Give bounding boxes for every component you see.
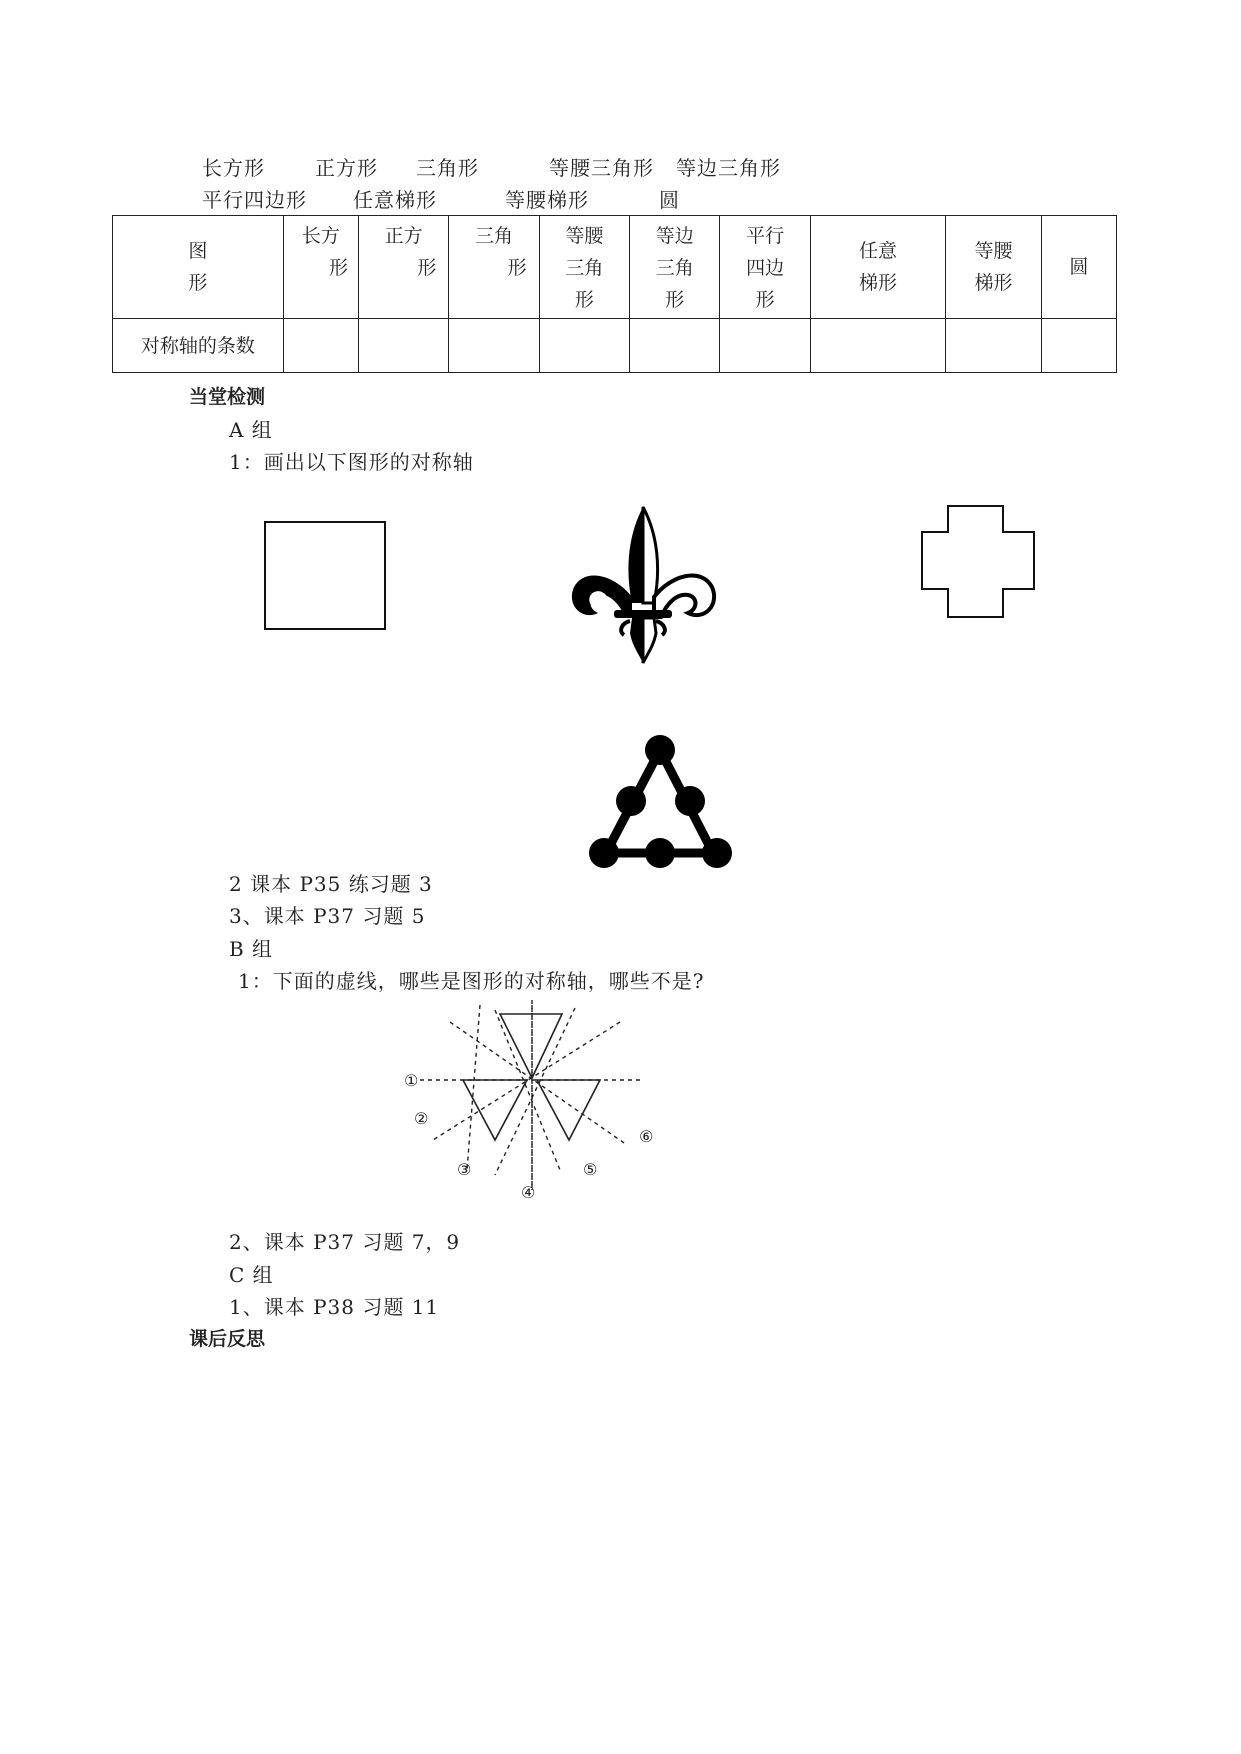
group-a-title: A 组 (229, 418, 273, 442)
shape-name: 等边三角形 (676, 156, 781, 180)
answer-cell[interactable] (283, 319, 358, 373)
fleur-de-lis-figure (570, 505, 716, 665)
axis-label-3: ③ (457, 1160, 472, 1179)
section-heading-reflect: 课后反思 (189, 1328, 266, 1350)
group-c-question-1: 1、课本 P38 习题 11 (229, 1295, 440, 1319)
shape-name: 等腰三角形 (549, 156, 654, 180)
shape-list-row-2 (202, 184, 680, 213)
axis-label-5: ⑤ (583, 1160, 598, 1179)
axis-label-4: ④ (521, 1183, 536, 1202)
answer-cell[interactable] (720, 319, 810, 373)
answer-cell[interactable] (810, 319, 946, 373)
col-parallelogram: 平行 四边 形 (720, 216, 810, 319)
section-heading-check: 当堂检测 (189, 386, 266, 408)
group-a-question-2: 2 课本 P35 练习题 3 (229, 872, 433, 896)
answer-cell[interactable] (630, 319, 720, 373)
col-square: 正方 形 (358, 216, 448, 319)
cross-figure (921, 505, 1035, 618)
shape-name: 等腰梯形 (505, 188, 589, 212)
axis-label-2: ② (414, 1109, 429, 1128)
shape-name: 正方形 (315, 156, 378, 180)
shape-name: 平行四边形 (202, 188, 307, 212)
shape-list-row-1 (202, 152, 781, 181)
col-isosceles-trapezoid: 等腰 梯形 (946, 216, 1041, 319)
dotted-triangle-figure (587, 730, 737, 870)
answer-cell[interactable] (1041, 319, 1116, 373)
answer-cell[interactable] (946, 319, 1041, 373)
answer-cell[interactable] (358, 319, 448, 373)
col-triangle: 三角 形 (449, 216, 539, 319)
table-header-row (113, 216, 1117, 319)
shape-name: 圆 (659, 188, 680, 212)
group-a-question-1: 1：画出以下图形的对称轴 (229, 450, 474, 474)
answer-cell[interactable] (449, 319, 539, 373)
col-trapezoid: 任意 梯形 (810, 216, 946, 319)
group-b-question-2: 2、课本 P37 习题 7，9 (229, 1230, 461, 1254)
axis-lines-figure (395, 1000, 670, 1215)
group-b-question-1: 1：下面的虚线，哪些是图形的对称轴，哪些不是? (238, 969, 705, 993)
col-equilateral-triangle: 等边 三角 形 (630, 216, 720, 319)
shape-name: 三角形 (416, 156, 479, 180)
axis-label-1: ① (404, 1071, 419, 1090)
col-isosceles-triangle: 等腰 三角 形 (539, 216, 629, 319)
row-label: 对称轴的条数 (113, 319, 284, 373)
group-c-title: C 组 (229, 1263, 274, 1287)
symmetry-axis-table (112, 215, 1117, 373)
col-rectangle: 长方 形 (283, 216, 358, 319)
answer-cell[interactable] (539, 319, 629, 373)
group-a-question-3: 3、课本 P37 习题 5 (229, 904, 426, 928)
shape-name: 长方形 (202, 156, 265, 180)
col-circle: 圆 (1041, 216, 1116, 319)
shape-name: 任意梯形 (353, 188, 437, 212)
group-b-title: B 组 (229, 937, 274, 961)
square-figure (264, 521, 386, 630)
table-corner-cell: 图 形 (113, 216, 284, 319)
table-answer-row (113, 319, 1117, 373)
axis-label-6: ⑥ (639, 1127, 654, 1146)
